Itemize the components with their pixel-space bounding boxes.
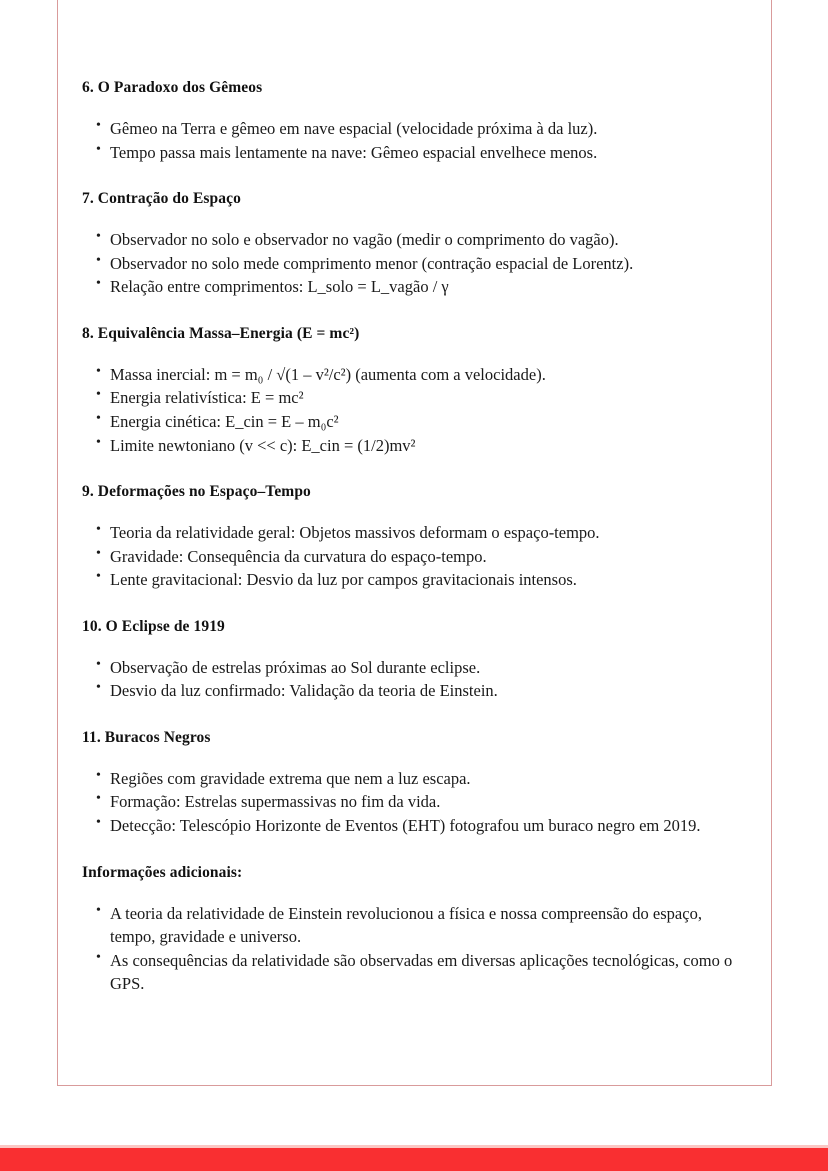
section-9 [82, 482, 748, 592]
list-item: • Detecção: Telescópio Horizonte de Eventos (EHT) fotografou um buraco negro em 2019. [82, 814, 748, 838]
section-8-bullet-list [82, 363, 748, 457]
list-item: • Energia cinética: E_cin = E – m₀c² [82, 410, 748, 434]
section-10 [82, 617, 748, 703]
section-6 [82, 78, 748, 164]
section-heading-additional-info: Informações adicionais: [82, 863, 243, 881]
additional-info-bullet-list [82, 902, 748, 996]
section-6-bullet-list [82, 117, 748, 164]
list-item: • A teoria da relatividade de Einstein revolucionou a física e nossa compreensão do espaço, tempo, gravidade e universo. [82, 902, 748, 949]
list-item: • Lente gravitacional: Desvio da luz por campos gravitacionais intensos. [82, 568, 748, 592]
list-item: • Regiões com gravidade extrema que nem a luz escapa. [82, 767, 748, 791]
section-10-bullet-list [82, 656, 748, 703]
list-item: • Massa inercial: m = m₀ / √(1 – v²/c²) (aumenta com a velocidade). [82, 363, 748, 387]
section-heading-9: 9. Deformações no Espaço–Tempo [82, 483, 311, 501]
list-item: • Tempo passa mais lentamente na nave: Gêmeo espacial envelhece menos. [82, 141, 748, 165]
footer-bar [0, 1148, 828, 1171]
list-item: • Observador no solo mede comprimento menor (contração espacial de Lorentz). [82, 252, 748, 276]
section-heading-8: 8. Equivalência Massa–Energia (E = mc²) [82, 324, 360, 342]
list-item: • Observador no solo e observador no vagão (medir o comprimento do vagão). [82, 228, 748, 252]
list-item: • Teoria da relatividade geral: Objetos massivos deformam o espaço-tempo. [82, 521, 748, 545]
list-item: • Energia relativística: E = mc² [82, 386, 748, 410]
list-item: • Gêmeo na Terra e gêmeo em nave espacial (velocidade próxima à da luz). [82, 117, 748, 141]
section-heading-10: 10. O Eclipse de 1919 [82, 617, 225, 635]
section-heading-7: 7. Contração do Espaço [82, 190, 241, 208]
section-heading-11: 11. Buracos Negros [82, 728, 211, 746]
section-additional-info [82, 863, 748, 996]
list-item: • Limite newtoniano (v << c): E_cin = (1/2)mv² [82, 434, 748, 458]
section-11 [82, 728, 748, 838]
document-body [82, 0, 748, 996]
section-9-bullet-list [82, 521, 748, 592]
list-item: • Desvio da luz confirmado: Validação da teoria de Einstein. [82, 679, 748, 703]
list-item: • Observação de estrelas próximas ao Sol durante eclipse. [82, 656, 748, 680]
section-7 [82, 189, 748, 299]
section-7-bullet-list [82, 228, 748, 299]
section-8 [82, 324, 748, 457]
section-11-bullet-list [82, 767, 748, 838]
list-item: • Formação: Estrelas supermassivas no fim da vida. [82, 790, 748, 814]
list-item: • Gravidade: Consequência da curvatura do espaço-tempo. [82, 545, 748, 569]
section-heading-6: 6. O Paradoxo dos Gêmeos [82, 79, 263, 96]
list-item: • As consequências da relatividade são observadas em diversas aplicações tecnológicas, como o GPS. [82, 949, 748, 996]
list-item: • Relação entre comprimentos: L_solo = L_vagão / γ [82, 275, 748, 299]
